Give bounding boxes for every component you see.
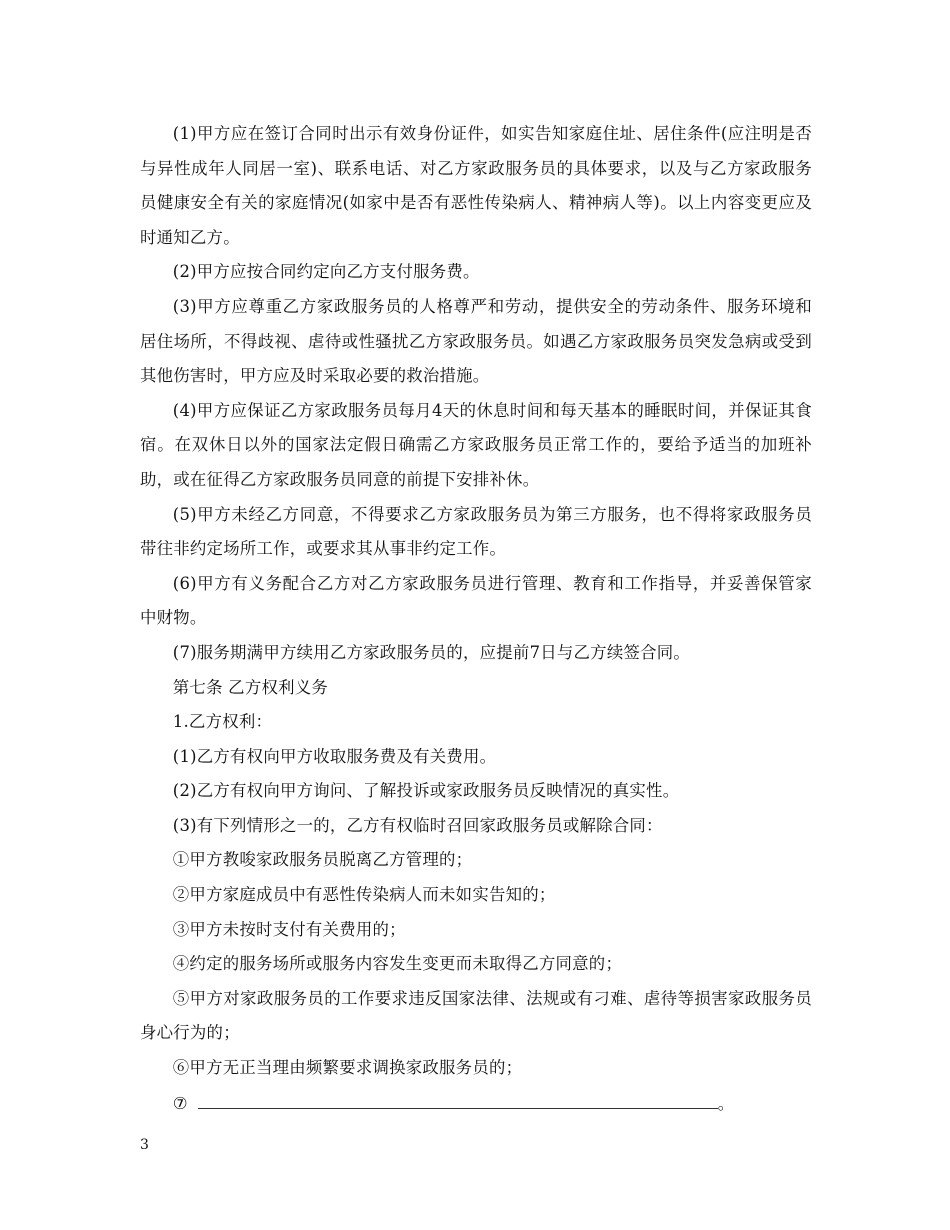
paragraph: (1)乙方有权向甲方收取服务费及有关费用。 xyxy=(172,746,497,766)
list-item: ①甲方教唆家政服务员脱离乙方管理的； xyxy=(172,850,473,870)
end-mark: 。 xyxy=(717,1093,735,1113)
document-body xyxy=(140,117,812,1121)
list-item-blank xyxy=(140,1086,812,1122)
list-item: ③甲方未按时支付有关费用的； xyxy=(172,919,406,939)
list-item: ④约定的服务场所或服务内容发生变更而未取得乙方同意的； xyxy=(172,954,623,974)
paragraph: (2)甲方应按合同约定向乙方支付服务费。 xyxy=(172,262,480,282)
paragraph: (4)甲方应保证乙方家政服务员每月4天的休息时间和每天基本的睡眠时间，并保证其食宿。在双休日以外的国家法定假日确需乙方家政服务员正常工作的，要给予适当的加班补助，或在征得乙方家政服务员同意的前提下安排补休。 xyxy=(140,400,812,489)
page-number: 3 xyxy=(140,1137,149,1153)
paragraph: (6)甲方有义务配合乙方对乙方家政服务员进行管理、教育和工作指导，并妥善保管家中财物。 xyxy=(140,573,812,628)
list-marker: ⑦ xyxy=(172,1093,188,1113)
list-item: ⑤甲方对家政服务员的工作要求违反国家法律、法规或有刁难、虐待等损害家政服务员身心行为的； xyxy=(140,988,812,1043)
section-heading: 第七条 乙方权利义务 xyxy=(172,677,329,697)
paragraph: (5)甲方未经乙方同意，不得要求乙方家政服务员为第三方服务，也不得将家政服务员带往非约定场所工作，或要求其从事非约定工作。 xyxy=(140,504,812,559)
paragraph: (3)甲方应尊重乙方家政服务员的人格尊严和劳动，提供安全的劳动条件、服务环境和居住场所，不得歧视、虐待或性骚扰乙方家政服务员。如遇乙方家政服务员突发急病或受到其他伤害时，甲方应及时采取必要的救治措施。 xyxy=(140,296,812,386)
paragraph: (7)服务期满甲方续用乙方家政服务员的，应提前7日与乙方续签合同。 xyxy=(172,642,691,662)
list-item: ②甲方家庭成员中有恶性传染病人而未如实告知的； xyxy=(172,885,556,905)
list-item: ⑥甲方无正当理由频繁要求调换家政服务员的； xyxy=(172,1058,523,1078)
paragraph: (3)有下列情形之一的，乙方有权临时召回家政服务员或解除合同： xyxy=(172,815,663,835)
subsection-heading: 1.乙方权利： xyxy=(172,712,273,732)
paragraph: (2)乙方有权向甲方询问、了解投诉或家政服务员反映情况的真实性。 xyxy=(172,781,680,801)
fill-in-blank-line xyxy=(198,1086,718,1109)
paragraph: (1)甲方应在签订合同时出示有效身份证件，如实告知家庭住址、居住条件(应注明是否与异性成年人同居一室)、联系电话、对乙方家政服务员的具体要求，以及与乙方家政服务员健康安全有关的家庭情况(如家中是否有恶性传染病人、精神病人等)。以上内容变更应及时通知乙方。 xyxy=(140,124,812,247)
